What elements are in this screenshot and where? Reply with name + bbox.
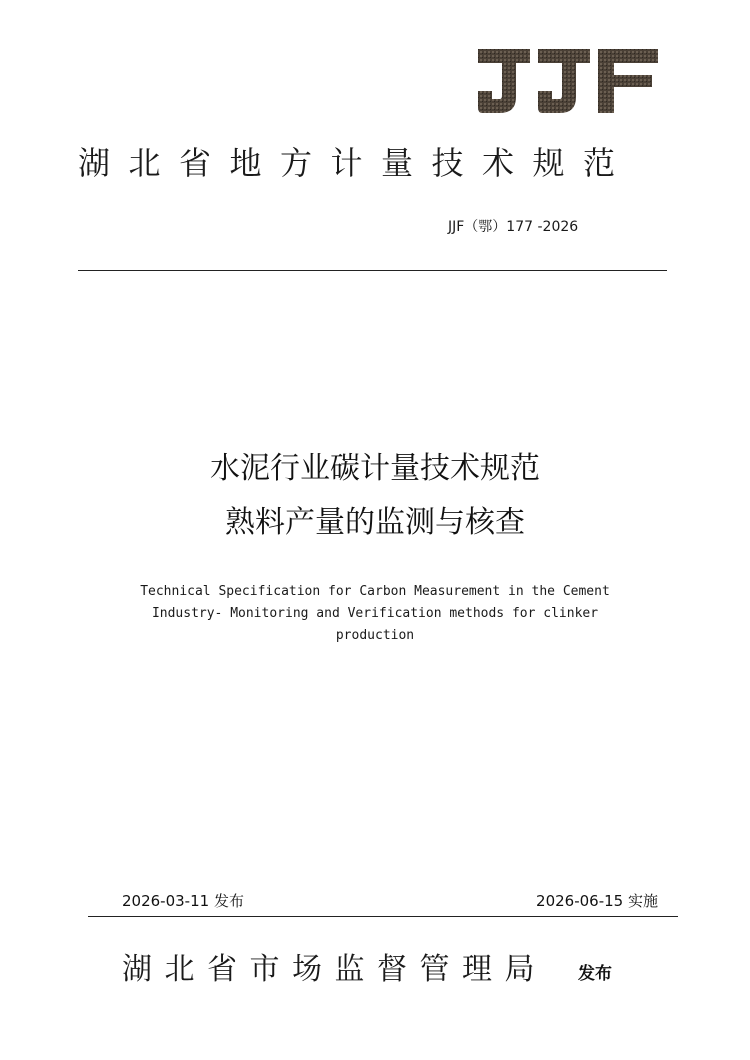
- title-en-line: production: [335, 628, 415, 643]
- standard-category-title: 湖北省地方计量技术规范: [78, 144, 634, 182]
- document-title-cn-line2: 熟料产量的监测与核查: [225, 505, 525, 540]
- title-en-line: Technical Specification for Carbon Measurement in the Cement: [140, 584, 610, 599]
- document-title-en: [95, 581, 655, 647]
- implementation-date: 2026-06-15 实施: [536, 892, 658, 910]
- document-title-cn-line1: 水泥行业碳计量技术规范: [210, 451, 540, 486]
- top-divider: [78, 270, 667, 271]
- title-en-line: Industry- Monitoring and Verification methods for clinker: [151, 606, 599, 621]
- issuing-authority: 湖北省市场监督管理局: [122, 952, 547, 987]
- issuer-publish-label: 发布: [578, 964, 612, 984]
- standard-number: JJF（鄂）177 -2026: [448, 219, 579, 235]
- issue-date: 2026-03-11 发布: [122, 892, 244, 910]
- jjf-logo-icon: [476, 47, 660, 117]
- bottom-divider: [88, 916, 678, 917]
